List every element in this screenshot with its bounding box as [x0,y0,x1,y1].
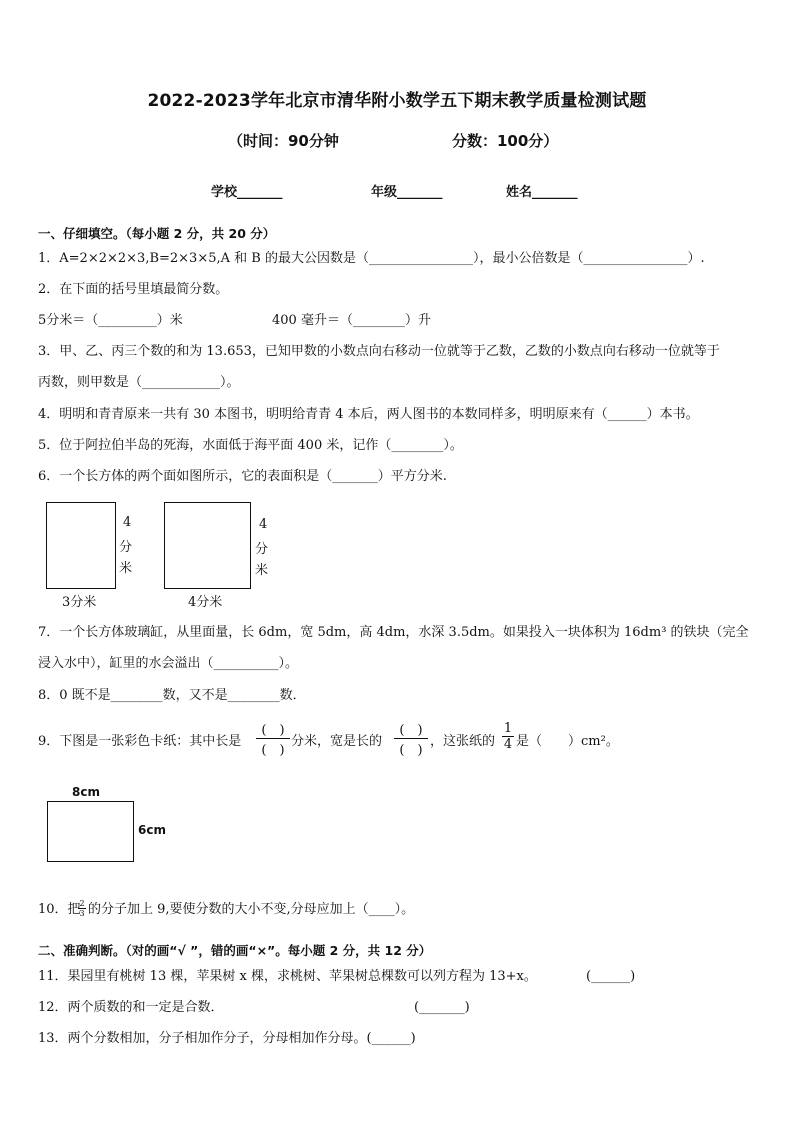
question-11: 11．果园里有桃树 13 棵，苹果树 x 棵，求桃树、苹果树总棵数可以列方程为 13+x。 [38,969,537,984]
fraction-numerator: 2 [79,899,85,908]
question-12: 12．两个质数的和一定是合数． [38,1000,224,1015]
question-1: 1．A=2×2×2×3,B=2×3×5,A 和 B 的最大公因数是（________________），最小公倍数是（________________）. [38,251,705,266]
question-5: 5．位于阿拉伯半岛的死海，水面低于海平面 400 米，记作（________）。 [38,438,463,453]
fraction-one-quarter [502,721,514,752]
question-2b: 400 毫升＝（________）升 [272,313,431,328]
section-heading: 一、仔细填空。（每小题 2 分，共 20 分） [38,226,276,241]
fraction-numerator: ( ) [399,723,423,738]
label-side-num-left: 4 [123,515,132,530]
grade-field: 年级_______ [371,185,443,200]
question-9-part4: 是（ ）cm²。 [516,734,619,749]
question-3-line2: 丙数，则甲数是（____________）。 [38,375,240,390]
label-width: 6cm [138,823,166,837]
fraction-blank-length [256,719,290,758]
fraction-denominator: 3 [79,909,85,918]
question-12-blank: (_______) [414,1000,470,1015]
exam-score: 分数：100分） [452,132,559,150]
question-2a: 5分米＝（_________）米 [38,313,183,328]
fraction-two-thirds [78,899,86,918]
question-7-line2: 浸入水中），缸里的水会溢出（__________）。 [38,656,299,671]
exam-time: （时间：90分钟 [228,132,339,150]
school-field: 学校_______ [211,185,283,200]
fraction-blank-ratio [394,719,428,758]
rect-face-left [46,502,116,589]
question-13: 13．两个分数相加，分子相加作分子，分母相加作分母。(______) [38,1031,416,1046]
fraction-numerator: ( ) [261,723,285,738]
label-side-c2-left: 米 [119,561,133,576]
fraction-numerator: 1 [503,721,513,736]
question-10-part2: 的分子加上 9,要使分数的大小不变,分母应加上（____）。 [88,902,415,917]
question-8: 8．0 既不是________数，又不是________数． [38,688,306,703]
section-heading: 二、准确判断。（对的画“√ ”，错的画“×”。每小题 2 分，共 12 分） [38,943,432,958]
question-10-part1: 10．把 [38,902,81,917]
question-4: 4．明明和青青原来一共有 30 本图书，明明给青青 4 本后，两人图书的本数同样多，明明原来有（______）本书。 [38,407,699,422]
rect-face-right [164,502,251,589]
rect-card [47,801,134,862]
fraction-denominator: ( ) [261,743,285,758]
label-bottom-right: 4分米 [188,595,223,610]
label-side-c2-right: 米 [255,563,269,578]
label-side-num-right: 4 [259,517,268,532]
label-bottom-left: 3分米 [62,595,97,610]
name-field: 姓名_______ [506,185,578,200]
question-11-blank: (______) [586,969,636,984]
question-7-line1: 7．一个长方体玻璃缸，从里面量，长 6dm，宽 5dm，高 4dm，水深 3.5dm。如果投入一块体积为 16dm³ 的铁块（完全 [38,625,749,640]
fraction-denominator: 4 [503,737,513,752]
question-2: 2．在下面的括号里填最简分数。 [38,282,229,297]
question-3-line1: 3．甲、乙、丙三个数的和为 13.653，已知甲数的小数点向右移动一位就等于乙数，乙数的小数点向右移动一位就等于 [38,344,720,359]
question-6: 6．一个长方体的两个面如图所示，它的表面积是（_______）平方分米. [38,469,447,484]
label-side-c1-right: 分 [255,542,269,557]
question-9-part2: 分米，宽是长的 [291,734,383,749]
question-9-part1: 9．下图是一张彩色卡纸：其中长是 [38,734,242,749]
page-title: 2022-2023学年北京市清华附小数学五下期末教学质量检测试题 [147,91,647,111]
question-9-part3: ，这张纸的 [430,734,496,749]
fraction-denominator: ( ) [399,743,423,758]
label-side-c1-left: 分 [119,540,133,555]
label-length: 8cm [72,785,100,799]
